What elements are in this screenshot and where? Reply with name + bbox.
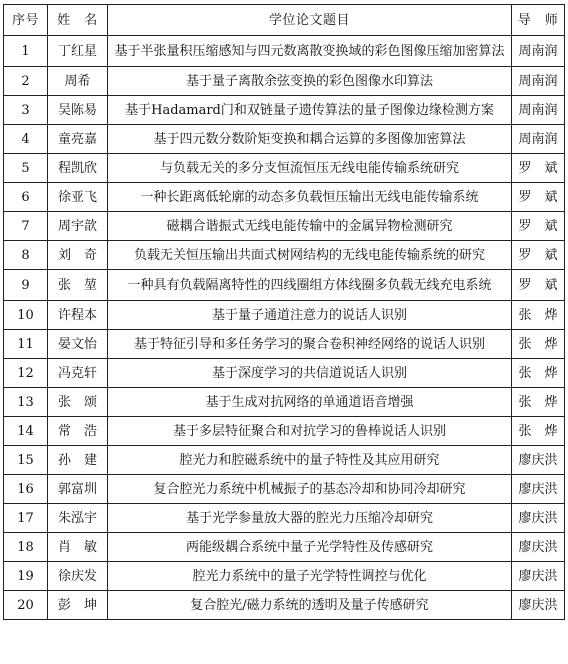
advisor-name: 罗 斌 <box>512 241 565 270</box>
thesis-title: 一种具有负载隔离特性的四线圈组方体线圈多负载无线充电系统 <box>108 270 512 301</box>
header-name: 姓 名 <box>48 5 108 36</box>
student-name: 吴陈易 <box>48 96 108 125</box>
student-name: 徐庆发 <box>48 562 108 591</box>
thesis-list <box>3 4 565 620</box>
thesis-title: 两能级耦合系统中量子光学特性及传感研究 <box>108 533 512 562</box>
table-row <box>4 504 565 533</box>
table-row <box>4 446 565 475</box>
advisor-name: 廖庆洪 <box>512 475 565 504</box>
row-number: 9 <box>4 270 48 301</box>
student-name: 周希 <box>48 67 108 96</box>
header-thesis-title: 学位论文题目 <box>108 5 512 36</box>
advisor-name: 罗 斌 <box>512 183 565 212</box>
thesis-title: 基于生成对抗网络的单通道语音增强 <box>108 388 512 417</box>
advisor-name: 廖庆洪 <box>512 533 565 562</box>
row-number: 16 <box>4 475 48 504</box>
student-name: 徐亚飞 <box>48 183 108 212</box>
table-row <box>4 562 565 591</box>
row-number: 11 <box>4 330 48 359</box>
table-row <box>4 154 565 183</box>
table-row <box>4 301 565 330</box>
row-number: 12 <box>4 359 48 388</box>
student-name: 晏文怡 <box>48 330 108 359</box>
advisor-name: 廖庆洪 <box>512 446 565 475</box>
student-name: 朱泓宇 <box>48 504 108 533</box>
thesis-title: 复合腔光/磁力系统的透明及量子传感研究 <box>108 591 512 620</box>
thesis-title: 磁耦合谐振式无线电能传输中的金属异物检测研究 <box>108 212 512 241</box>
student-name: 冯克轩 <box>48 359 108 388</box>
row-number: 3 <box>4 96 48 125</box>
header-number: 序号 <box>4 5 48 36</box>
student-name: 丁红星 <box>48 36 108 67</box>
advisor-name: 周南润 <box>512 36 565 67</box>
student-name: 程凯欣 <box>48 154 108 183</box>
table-row <box>4 241 565 270</box>
student-name: 周宇歆 <box>48 212 108 241</box>
advisor-name: 张 烨 <box>512 417 565 446</box>
table-row <box>4 330 565 359</box>
student-name: 刘 奇 <box>48 241 108 270</box>
advisor-name: 罗 斌 <box>512 270 565 301</box>
row-number: 20 <box>4 591 48 620</box>
thesis-title: 复合腔光力系统中机械振子的基态冷却和协同冷却研究 <box>108 475 512 504</box>
thesis-title: 一种长距离低轮廓的动态多负载恒压输出无线电能传输系统 <box>108 183 512 212</box>
advisor-name: 周南润 <box>512 67 565 96</box>
row-number: 14 <box>4 417 48 446</box>
row-number: 19 <box>4 562 48 591</box>
table-row <box>4 533 565 562</box>
header-advisor: 导 师 <box>512 5 565 36</box>
thesis-title: 基于量子通道注意力的说话人识别 <box>108 301 512 330</box>
row-number: 13 <box>4 388 48 417</box>
student-name: 常 浩 <box>48 417 108 446</box>
row-number: 1 <box>4 36 48 67</box>
advisor-name: 周南润 <box>512 125 565 154</box>
student-name: 张 堃 <box>48 270 108 301</box>
thesis-title: 腔光力和腔磁系统中的量子特性及其应用研究 <box>108 446 512 475</box>
table-row <box>4 212 565 241</box>
row-number: 10 <box>4 301 48 330</box>
student-name: 许程本 <box>48 301 108 330</box>
table-row <box>4 183 565 212</box>
thesis-title: 与负载无关的多分支恒流恒压无线电能传输系统研究 <box>108 154 512 183</box>
thesis-title: 基于深度学习的共信道说话人识别 <box>108 359 512 388</box>
thesis-title: 基于半张量积压缩感知与四元数离散变换域的彩色图像压缩加密算法 <box>108 36 512 67</box>
row-number: 5 <box>4 154 48 183</box>
thesis-title: 基于Hadamard门和双链量子遗传算法的量子图像边缘检测方案 <box>108 96 512 125</box>
row-number: 17 <box>4 504 48 533</box>
table-row <box>4 125 565 154</box>
advisor-name: 张 烨 <box>512 388 565 417</box>
thesis-title: 基于量子离散余弦变换的彩色图像水印算法 <box>108 67 512 96</box>
table-header-row <box>4 5 565 36</box>
table-row <box>4 388 565 417</box>
row-number: 2 <box>4 67 48 96</box>
table-row <box>4 270 565 301</box>
student-name: 郭富圳 <box>48 475 108 504</box>
thesis-table <box>3 4 565 620</box>
thesis-title: 基于四元数分数阶矩变换和耦合运算的多图像加密算法 <box>108 125 512 154</box>
advisor-name: 廖庆洪 <box>512 504 565 533</box>
table-row <box>4 417 565 446</box>
row-number: 18 <box>4 533 48 562</box>
thesis-title: 基于多层特征聚合和对抗学习的鲁棒说话人识别 <box>108 417 512 446</box>
advisor-name: 周南润 <box>512 96 565 125</box>
advisor-name: 罗 斌 <box>512 212 565 241</box>
table-row <box>4 591 565 620</box>
table-row <box>4 359 565 388</box>
student-name: 肖 敏 <box>48 533 108 562</box>
advisor-name: 张 烨 <box>512 359 565 388</box>
row-number: 6 <box>4 183 48 212</box>
table-row <box>4 36 565 67</box>
row-number: 15 <box>4 446 48 475</box>
thesis-title: 负载无关恒压输出共面式树网结构的无线电能传输系统的研究 <box>108 241 512 270</box>
row-number: 7 <box>4 212 48 241</box>
student-name: 彭 坤 <box>48 591 108 620</box>
thesis-title: 基于特征引导和多任务学习的聚合卷积神经网络的说话人识别 <box>108 330 512 359</box>
table-row <box>4 96 565 125</box>
advisor-name: 张 烨 <box>512 301 565 330</box>
row-number: 4 <box>4 125 48 154</box>
advisor-name: 罗 斌 <box>512 154 565 183</box>
student-name: 孙 建 <box>48 446 108 475</box>
thesis-title: 腔光力系统中的量子光学特性调控与优化 <box>108 562 512 591</box>
advisor-name: 廖庆洪 <box>512 562 565 591</box>
advisor-name: 张 烨 <box>512 330 565 359</box>
row-number: 8 <box>4 241 48 270</box>
thesis-title: 基于光学参量放大器的腔光力压缩冷却研究 <box>108 504 512 533</box>
student-name: 张 颂 <box>48 388 108 417</box>
advisor-name: 廖庆洪 <box>512 591 565 620</box>
table-row <box>4 67 565 96</box>
table-row <box>4 475 565 504</box>
student-name: 童亮嘉 <box>48 125 108 154</box>
